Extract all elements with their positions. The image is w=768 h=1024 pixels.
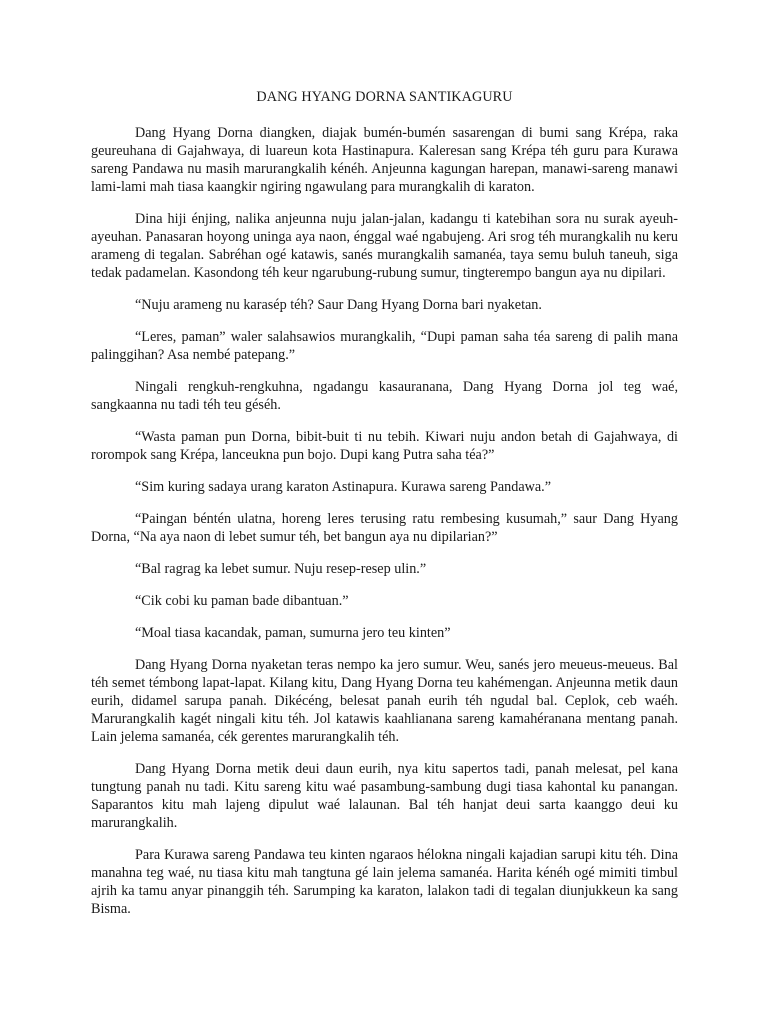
paragraph: “Wasta paman pun Dorna, bibit-buit ti nu tebih. Kiwari nuju andon betah di Gajahwaya, di rorompok sang Krépa, lanceukna pun bojo. Dupi kang Putra saha téa?” [91, 429, 678, 463]
paragraph: Dang Hyang Dorna nyaketan teras nempo ka jero sumur. Weu, sanés jero meueus-meueus. Bal téh semet témbong lapat-lapat. Kilang kitu, Dang Hyang Dorna teu kahémengan. Anjeunna metik daun eurih, didamel sarupa panah. Dikécéng, belesat panah eurih téh ngudal bal. Ceplok, ceb waéh. Marurangkalih kagét ningali kitu téh. Jol katawis kaahlianana sareng kamahéranana mentang panah. Lain jelema samanéa, cék gerentes marurangkalih téh. [91, 657, 678, 745]
paragraph: “Cik cobi ku paman bade dibantuan.” [135, 593, 349, 609]
paragraph: “Sim kuring sadaya urang karaton Astinapura. Kurawa sareng Pandawa.” [135, 479, 552, 495]
document-page [91, 88, 678, 932]
paragraph: “Moal tiasa kacandak, paman, sumurna jero teu kinten” [135, 625, 451, 641]
paragraph: Para Kurawa sareng Pandawa teu kinten ngaraos hélokna ningali kajadian sarupi kitu téh. Dina manahna teg waé, nu tiasa kitu mah tangtuna gé lain jelema samanéa. Harita kénéh ogé mimiti timbul ajrih ka tamu anyar pinanggih téh. Sarumping ka karaton, lalakon tadi di tegalan diunjukkeun ka sang Bisma. [91, 847, 678, 917]
paragraph: Ningali rengkuh-rengkuhna, ngadangu kasauranana, Dang Hyang Dorna jol teg waé, sangkaanna nu tadi téh teu géséh. [91, 379, 678, 413]
paragraph: “Leres, paman” waler salahsawios murangkalih, “Dupi paman saha téa sareng di palih mana palinggihan? Asa nembé patepang.” [91, 329, 678, 363]
paragraph: “Paingan béntén ulatna, horeng leres terusing ratu rembesing kusumah,” saur Dang Hyang Dorna, “Na aya naon di lebet sumur téh, bet bangun aya nu dipilarian?” [91, 511, 678, 545]
paragraph: “Nuju arameng nu karasép téh? Saur Dang Hyang Dorna bari nyaketan. [135, 297, 542, 313]
paragraph: “Bal ragrag ka lebet sumur. Nuju resep-resep ulin.” [135, 561, 427, 577]
paragraph: Dina hiji énjing, nalika anjeunna nuju jalan-jalan, kadangu ti katebihan sora nu surak ayeuh-ayeuhan. Panasaran hoyong uninga aya naon, énggal waé ngabujeng. Ari srog téh murangkalih nu keru arameng di tegalan. Sabréhan ogé katawis, sanés murangkalih samanéa, taya semu buluh taneuh, siga tedak padamelan. Kasondong téh keur ngarubung-rubung sumur, tingterempo bangun aya nu dipilari. [91, 211, 678, 281]
document-title: DANG HYANG DORNA SANTIKAGURU [256, 89, 513, 105]
paragraph: Dang Hyang Dorna metik deui daun eurih, nya kitu sapertos tadi, panah melesat, pel kana tungtung panah nu tadi. Kitu sareng kitu waé pasambung-sambung dugi tiasa kahontal ku panangan. Saparantos kitu mah lajeng dipulut waé lalaunan. Bal téh hanjat deui sarta kaanggo deui ku marurangkalih. [91, 761, 678, 831]
paragraph: Dang Hyang Dorna diangken, diajak bumén-bumén sasarengan di bumi sang Krépa, raka geureuhana di Gajahwaya, di luareun kota Hastinapura. Kaleresan sang Krépa téh guru para Kurawa sareng Pandawa nu masih marurangkalih kénéh. Anjeunna kagungan harepan, manawi-sareng manawi lami-lami mah tiasa kaangkir ngiring ngawulang para murangkalih di karaton. [91, 125, 678, 195]
